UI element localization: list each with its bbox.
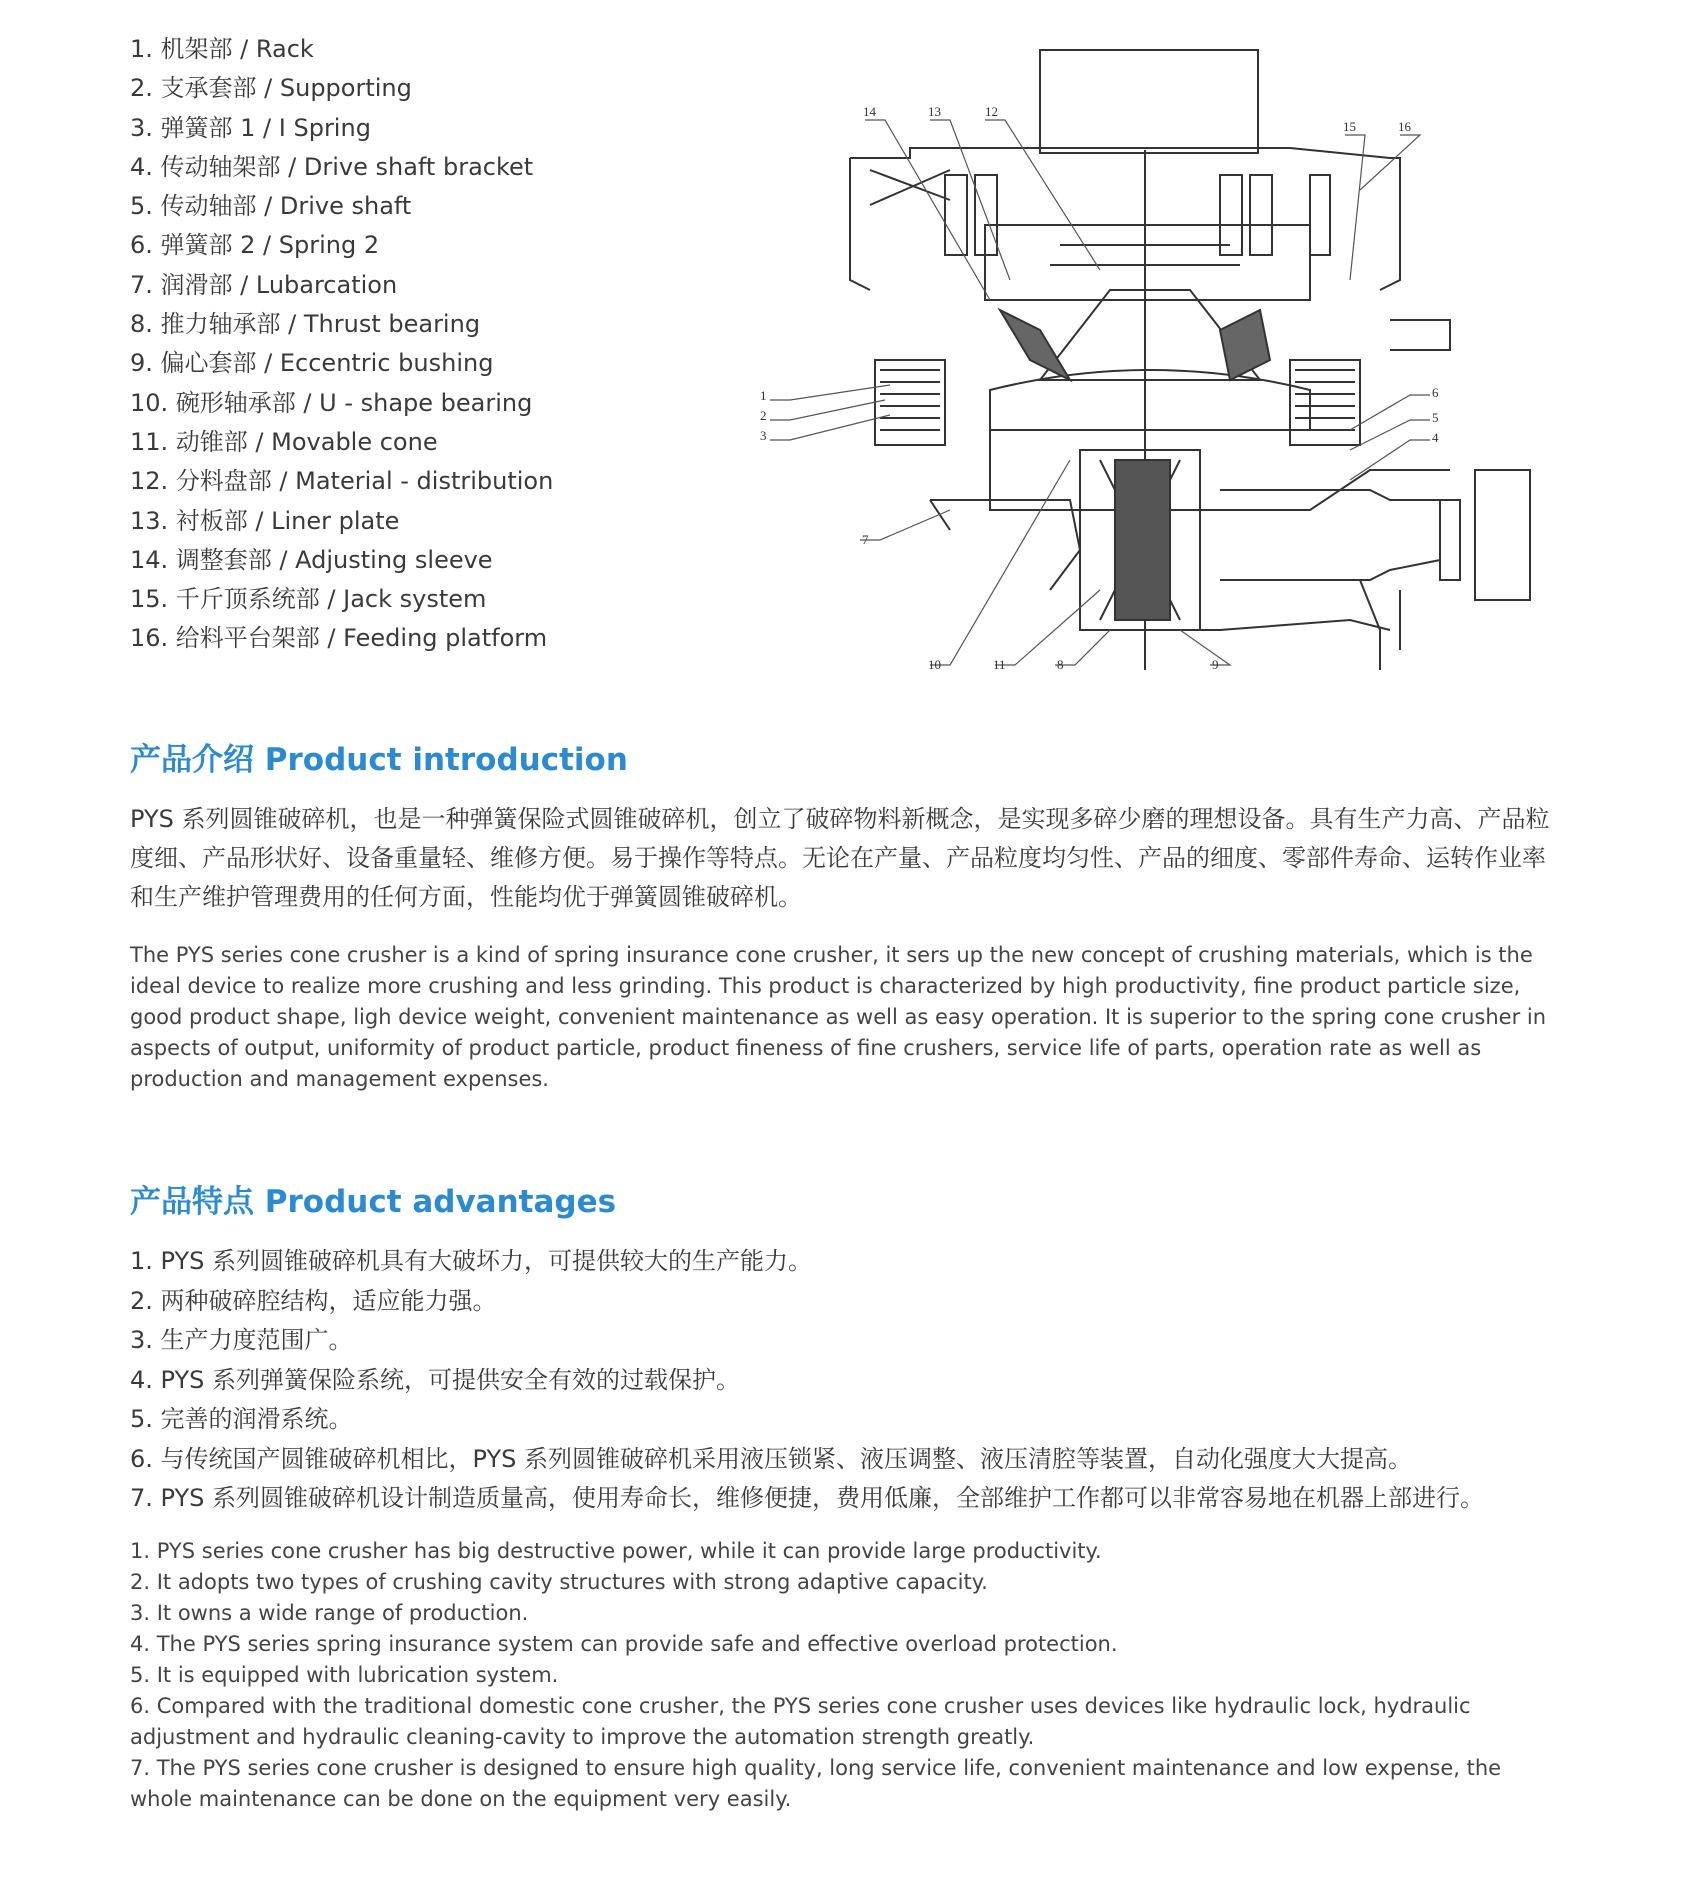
part-item: 3. 弹簧部 1 / I Spring: [130, 113, 371, 142]
part-item: 4. 传动轴架部 / Drive shaft bracket: [130, 152, 534, 181]
advantage-cn-item: 1. PYS 系列圆锥破碎机具有大破坏力，可提供较大的生产能力。: [130, 1247, 812, 1275]
callout-label: 3: [760, 428, 767, 443]
callout-label: 11: [993, 657, 1006, 672]
advantage-cn-item: 7. PYS 系列圆锥破碎机设计制造质量高，使用寿命长，维修便捷，费用低廉，全部维护工作都可以非常容易地在机器上部进行。: [130, 1484, 1484, 1512]
parts-list: [130, 30, 570, 659]
callout-label: 1: [760, 388, 767, 403]
callout-label: 5: [1432, 410, 1439, 425]
advantages-en-list: [130, 1536, 1550, 1815]
advantage-en-item: 3. It owns a wide range of production.: [130, 1601, 529, 1625]
callout-label: 15: [1343, 119, 1356, 134]
intro-cn-paragraph: PYS 系列圆锥破碎机，也是一种弹簧保险式圆锥破碎机，创立了破碎物料新概念，是实现多碎少磨的理想设备。具有生产力高、产品粒度细、产品形状好、设备重量轻、维修方便。易于操作等特点。无论在产量、产品粒度均匀性、产品的细度、零部件寿命、运转作业率和生产维护管理费用的任何方面，性能均优于弹簧圆锥破碎机。: [130, 805, 1550, 911]
part-item: 8. 推力轴承部 / Thrust bearing: [130, 310, 481, 339]
callout-label: 8: [1057, 657, 1064, 672]
part-item: 14. 调整套部 / Adjusting sleeve: [130, 545, 493, 574]
advantage-en-item: 7. The PYS series cone crusher is designed to ensure high quality, long service life, convenient maintenance and low expense, the whole maintenance can be done on the equipment very easily.: [130, 1756, 1502, 1811]
advantages-cn-list: [130, 1242, 1580, 1519]
advantage-en-item: 5. It is equipped with lubrication system.: [130, 1663, 559, 1687]
advantage-cn-item: 4. PYS 系列弹簧保险系统，可提供安全有效的过载保护。: [130, 1365, 740, 1394]
callout-label: 2: [760, 408, 767, 423]
part-item: 15. 千斤顶系统部 / Jack system: [130, 585, 487, 614]
advantage-cn-item: 2. 两种破碎腔结构，适应能力强。: [130, 1286, 497, 1315]
part-item: 11. 动锥部 / Movable cone: [130, 427, 438, 456]
part-item: 7. 润滑部 / Lubarcation: [130, 270, 398, 299]
diagram-lines: [850, 50, 1530, 670]
advantage-cn-item: 6. 与传统国产圆锥破碎机相比，PYS 系列圆锥破碎机采用液压锁紧、液压调整、液压清腔等装置，自动化强度大大提高。: [130, 1444, 1412, 1473]
crusher-cross-section-diagram: [750, 30, 1540, 680]
callout-labels: [760, 104, 1439, 672]
advantage-en-item: 1. PYS series cone crusher has big destructive power, while it can provide large productivity.: [130, 1539, 1102, 1563]
advantage-en-item: 4. The PYS series spring insurance system can provide safe and effective overload protection.: [130, 1632, 1118, 1656]
part-item: 9. 偏心套部 / Eccentric bushing: [130, 349, 494, 378]
part-item: 16. 给料平台架部 / Feeding platform: [130, 624, 548, 653]
part-item: 2. 支承套部 / Supporting: [130, 74, 412, 103]
advantage-cn-item: 5. 完善的润滑系统。: [130, 1405, 353, 1433]
part-item: 10. 碗形轴承部 / U - shape bearing: [130, 388, 533, 417]
advantage-cn-item: 3. 生产力度范围广。: [130, 1326, 353, 1354]
part-item: 5. 传动轴部 / Drive shaft: [130, 192, 412, 221]
callout-label: 14: [863, 104, 876, 119]
callout-label: 9: [1212, 657, 1219, 672]
diagram-svg: [750, 30, 1540, 680]
callout-label: 4: [1432, 430, 1439, 445]
part-item: 1. 机架部 / Rack: [130, 35, 314, 63]
callout-label: 10: [928, 657, 941, 672]
advantage-en-item: 6. Compared with the traditional domestic cone crusher, the PYS series cone crusher uses devices like hydraulic lock, hydraulic adjustment and hydraulic cleaning-cavity to improve the automation strength greatly.: [130, 1694, 1471, 1749]
part-item: 6. 弹簧部 2 / Spring 2: [130, 231, 380, 260]
intro-en-paragraph: The PYS series cone crusher is a kind of spring insurance cone crusher, it sers up the new concept of crushing materials, which is the ideal device to realize more crushing and less grinding. This product is characterized by high productivity, fine product particle size, good product shape, ligh device weight, convenient maintenance as well as easy operation. It is superior to the spring cone crusher in aspects of output, uniformity of product particle, product fineness of fine crushers, service life of parts, operation rate as well as production and management expenses.: [130, 943, 1547, 1091]
callout-label: 12: [985, 104, 998, 119]
callout-label: 7: [862, 532, 869, 547]
advantage-en-item: 2. It adopts two types of crushing cavity structures with strong adaptive capacity.: [130, 1570, 988, 1594]
callout-label: 13: [928, 104, 941, 119]
callout-label: 6: [1432, 385, 1439, 400]
intro-title: 产品介绍 Product introduction: [130, 742, 628, 778]
advantages-title: 产品特点 Product advantages: [130, 1184, 617, 1220]
part-item: 13. 衬板部 / Liner plate: [130, 506, 400, 535]
callout-label: 16: [1398, 119, 1411, 134]
part-item: 12. 分料盘部 / Material - distribution: [130, 467, 554, 496]
